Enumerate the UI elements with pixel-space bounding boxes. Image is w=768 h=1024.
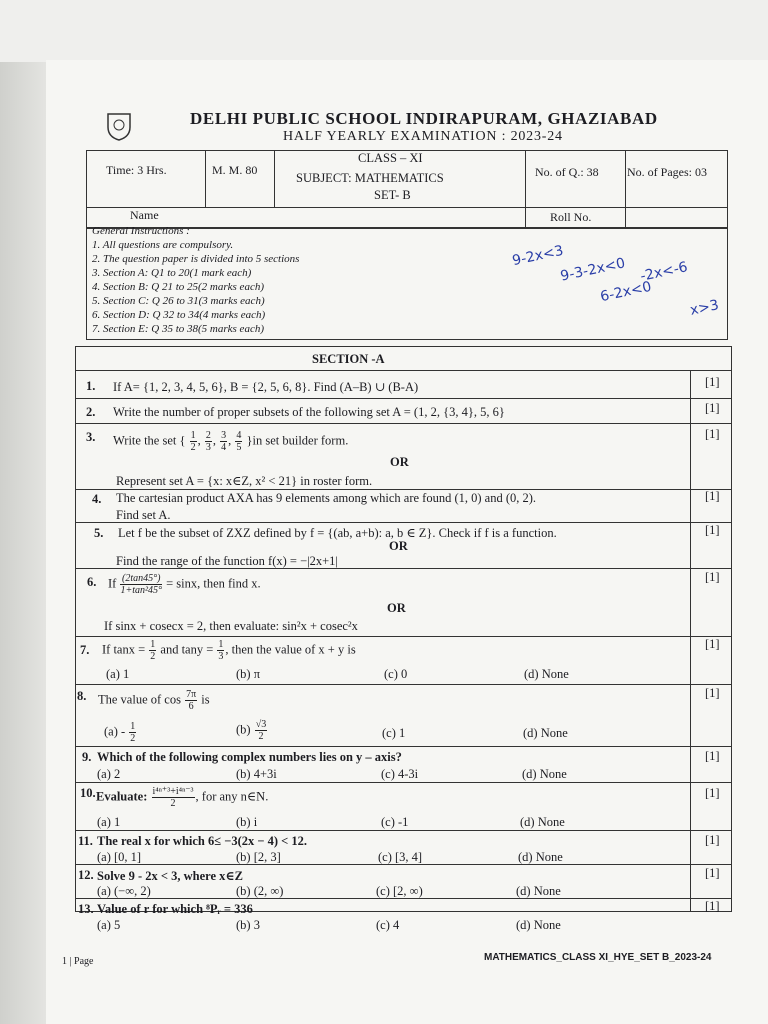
row-divider xyxy=(75,522,732,523)
option: (d) None xyxy=(520,815,565,829)
question-number: 7. xyxy=(80,643,90,657)
question-number: 1. xyxy=(86,379,96,393)
class-label: CLASS – XI xyxy=(358,151,423,165)
question-number: 2. xyxy=(86,405,96,419)
row-divider xyxy=(75,636,732,637)
question-number: 11. xyxy=(78,834,93,848)
option: (a) 5 xyxy=(97,918,121,932)
page-number: 1 | Page xyxy=(62,956,94,967)
marks: [1] xyxy=(705,686,720,700)
handwriting: 9-3-2x<0 xyxy=(559,255,627,285)
question-alt-text: Find the range of the function f(x) = −|2x+1| xyxy=(116,554,338,568)
marks: [1] xyxy=(705,786,720,800)
instruction-item: 3. Section A: Q1 to 20(1 mark each) xyxy=(92,267,252,279)
instruction-item: 1. All questions are compulsory. xyxy=(92,239,234,251)
question-count: No. of Q.: 38 xyxy=(535,165,599,179)
marks: [1] xyxy=(705,899,720,913)
question-number: 4. xyxy=(92,492,102,506)
q6-prefix: If xyxy=(108,576,117,591)
instruction-item: 6. Section D: Q 32 to 34(4 marks each) xyxy=(92,309,266,321)
option: (d) None xyxy=(516,918,561,932)
handwriting: 6-2x<0 xyxy=(598,278,653,306)
option: (d) None xyxy=(522,767,567,781)
section-title: SECTION -A xyxy=(312,352,385,366)
question-text: If A= {1, 2, 3, 4, 5, 6}, B = {2, 5, 6, 8}. Find (A–B) ∪ (B-A) xyxy=(113,380,419,394)
q7-suffix: , then the value of x + y is xyxy=(225,642,356,657)
marks: [1] xyxy=(705,833,720,847)
set-label: SET- B xyxy=(374,188,411,202)
question-text: Value of r for which ⁸Pᵣ = 336 xyxy=(97,902,253,916)
row-divider xyxy=(75,398,732,399)
q10-suffix: , for any n∈N. xyxy=(195,789,269,804)
fraction: $\frac{4}{5}$ xyxy=(236,430,242,453)
handwriting: x>3 xyxy=(688,297,721,319)
fraction: $\frac{7\pi}{6}$ xyxy=(186,689,197,712)
option: (b) π xyxy=(236,667,261,681)
name-label: Name xyxy=(130,208,159,222)
option: (c) 4-3i xyxy=(381,767,419,781)
instruction-item: 5. Section C: Q 26 to 31(3 marks each) xyxy=(92,295,265,307)
marks: [1] xyxy=(705,489,720,503)
option: (b) 4+3i xyxy=(236,767,277,781)
row-divider xyxy=(75,684,732,685)
question-number: 10. xyxy=(80,786,96,800)
option: (b) [2, 3] xyxy=(236,850,281,864)
question-text: Let f be the subset of ZXZ defined by f = {(ab, a+b): a, b ∈ Z}. Check if f is a function. xyxy=(118,526,557,540)
question-text: Write the set { $\frac{1}{2}$ , $\frac{2}{3}$ , $\frac{3}{4}$ , $\frac{4}{5}$ }in set builder form. xyxy=(113,430,349,453)
question-number: 13. xyxy=(78,902,94,916)
question-text xyxy=(108,573,261,596)
row-divider xyxy=(75,746,732,747)
option: (a) 1 xyxy=(97,815,121,829)
page-count: No. of Pages: 03 xyxy=(627,165,707,179)
handwriting: -2x<-6 xyxy=(638,259,690,285)
question-text: Solve 9 - 2x < 3, where x∈Z xyxy=(97,869,243,883)
instructions-title: General Instructions : xyxy=(92,225,190,237)
q6-suffix: = sinx, then find x. xyxy=(166,576,261,591)
option: (b) (2, ∞) xyxy=(236,884,284,898)
marks: [1] xyxy=(705,427,720,441)
option: (c) [3, 4] xyxy=(378,850,423,864)
school-logo-icon xyxy=(103,110,135,142)
option: (b) 3 xyxy=(236,918,260,932)
option xyxy=(236,719,268,742)
instruction-item: 2. The question paper is divided into 5 sections xyxy=(92,253,300,265)
question-number: 5. xyxy=(94,526,104,540)
or-label: OR xyxy=(389,539,408,553)
row-divider xyxy=(75,782,732,783)
or-label: OR xyxy=(390,455,409,469)
option xyxy=(104,721,137,744)
row-divider xyxy=(75,423,732,424)
marks: [1] xyxy=(705,637,720,651)
instruction-item: 7. Section E: Q 35 to 38(5 marks each) xyxy=(92,323,264,335)
marks: [1] xyxy=(705,523,720,537)
option: (a) (−∞, 2) xyxy=(97,884,151,898)
marks: [1] xyxy=(705,866,720,880)
option: (b) i xyxy=(236,815,258,829)
option: (c) 4 xyxy=(376,918,400,932)
exam-title: HALF YEARLY EXAMINATION : 2023-24 xyxy=(283,129,563,144)
fraction: $\frac{3}{4}$ xyxy=(221,430,227,453)
q8-suffix: is xyxy=(201,692,210,707)
row-divider xyxy=(75,830,732,831)
subject-label: SUBJECT: MATHEMATICS xyxy=(296,171,444,185)
divider xyxy=(625,150,626,228)
max-marks: M. M. 80 xyxy=(212,163,258,177)
q8-prefix: The value of cos xyxy=(98,692,181,707)
option: (d) None xyxy=(518,850,563,864)
divider xyxy=(525,150,526,228)
option: (d) None xyxy=(523,726,568,740)
fraction: $\frac{(2\tan 45^\circ)}{\text{1+tan²45°}}$ xyxy=(120,573,162,596)
option: (c) 1 xyxy=(382,726,406,740)
fraction: $\frac{1}{2}$ xyxy=(190,430,196,453)
school-name: DELHI PUBLIC SCHOOL INDIRAPURAM, GHAZIABAD xyxy=(190,109,658,128)
fraction: $\frac{1}{2}$ xyxy=(150,639,156,662)
option: (a) 1 xyxy=(106,667,130,681)
question-text: Find set A. xyxy=(116,508,171,522)
option: (c) 0 xyxy=(384,667,408,681)
option: (c) [2, ∞) xyxy=(376,884,423,898)
question-text xyxy=(98,689,210,712)
divider xyxy=(274,150,275,207)
question-alt-text: If sinx + cosecx = 2, then evaluate: sin²x + cosec²x xyxy=(104,619,358,633)
or-label: OR xyxy=(387,601,406,615)
question-alt-text: Represent set A = {x: x∈Z, x² < 21} in roster form. xyxy=(116,474,373,488)
fraction: $\frac{1}{3}$ xyxy=(218,639,224,662)
row-divider xyxy=(75,489,732,490)
question-text xyxy=(102,639,356,662)
q3-prefix: Write the set { xyxy=(113,433,186,448)
question-number: 8. xyxy=(77,689,87,703)
time-label: Time: 3 Hrs. xyxy=(106,163,167,177)
question-number: 6. xyxy=(87,575,97,589)
paper-code: MATHEMATICS_CLASS XI_HYE_SET B_2023-24 xyxy=(484,952,712,963)
question-text: The real x for which 6≤ −3(2x − 4) < 12. xyxy=(97,834,308,848)
fraction: $\frac{1}{2}$ xyxy=(130,721,136,744)
question-text: The cartesian product AXA has 9 elements among which are found (1, 0) and (0, 2). xyxy=(116,491,537,505)
option: (d) None xyxy=(516,884,561,898)
q7-middle: and tany = xyxy=(160,642,214,657)
question-number: 12. xyxy=(78,868,94,882)
question-number: 3. xyxy=(86,430,96,444)
option-label: (a) - xyxy=(104,724,126,739)
question-text: Write the number of proper subsets of the following set A = (1, 2, {3, 4}, 5, 6} xyxy=(113,405,505,419)
option: (a) [0, 1] xyxy=(97,850,142,864)
q3-suffix: }in set builder form. xyxy=(246,433,349,448)
instruction-item: 4. Section B: Q 21 to 25(2 marks each) xyxy=(92,281,264,293)
handwriting: 9-2x<3 xyxy=(510,242,565,270)
marks: [1] xyxy=(705,401,720,415)
option: (c) -1 xyxy=(381,815,409,829)
marks: [1] xyxy=(705,749,720,763)
question-text xyxy=(96,786,268,809)
fraction: $\frac{\text{i⁴ⁿ⁺³+i⁴ⁿ⁻³}}{2}$ xyxy=(152,786,194,809)
option-label: (b) xyxy=(236,722,251,737)
divider xyxy=(205,150,206,207)
fraction: $\frac{√3}{2}$ xyxy=(255,719,267,742)
option: (a) 2 xyxy=(97,767,121,781)
roll-label: Roll No. xyxy=(550,210,592,224)
divider xyxy=(75,370,732,371)
option: (d) None xyxy=(524,667,569,681)
q10-prefix: Evaluate: xyxy=(96,789,148,804)
marks: [1] xyxy=(705,570,720,584)
question-number: 9. xyxy=(82,750,92,764)
question-text: Which of the following complex numbers lies on y – axis? xyxy=(97,750,402,764)
fraction: $\frac{2}{3}$ xyxy=(205,430,211,453)
q7-prefix: If tanx = xyxy=(102,642,146,657)
divider xyxy=(86,207,728,208)
marks: [1] xyxy=(705,375,720,389)
